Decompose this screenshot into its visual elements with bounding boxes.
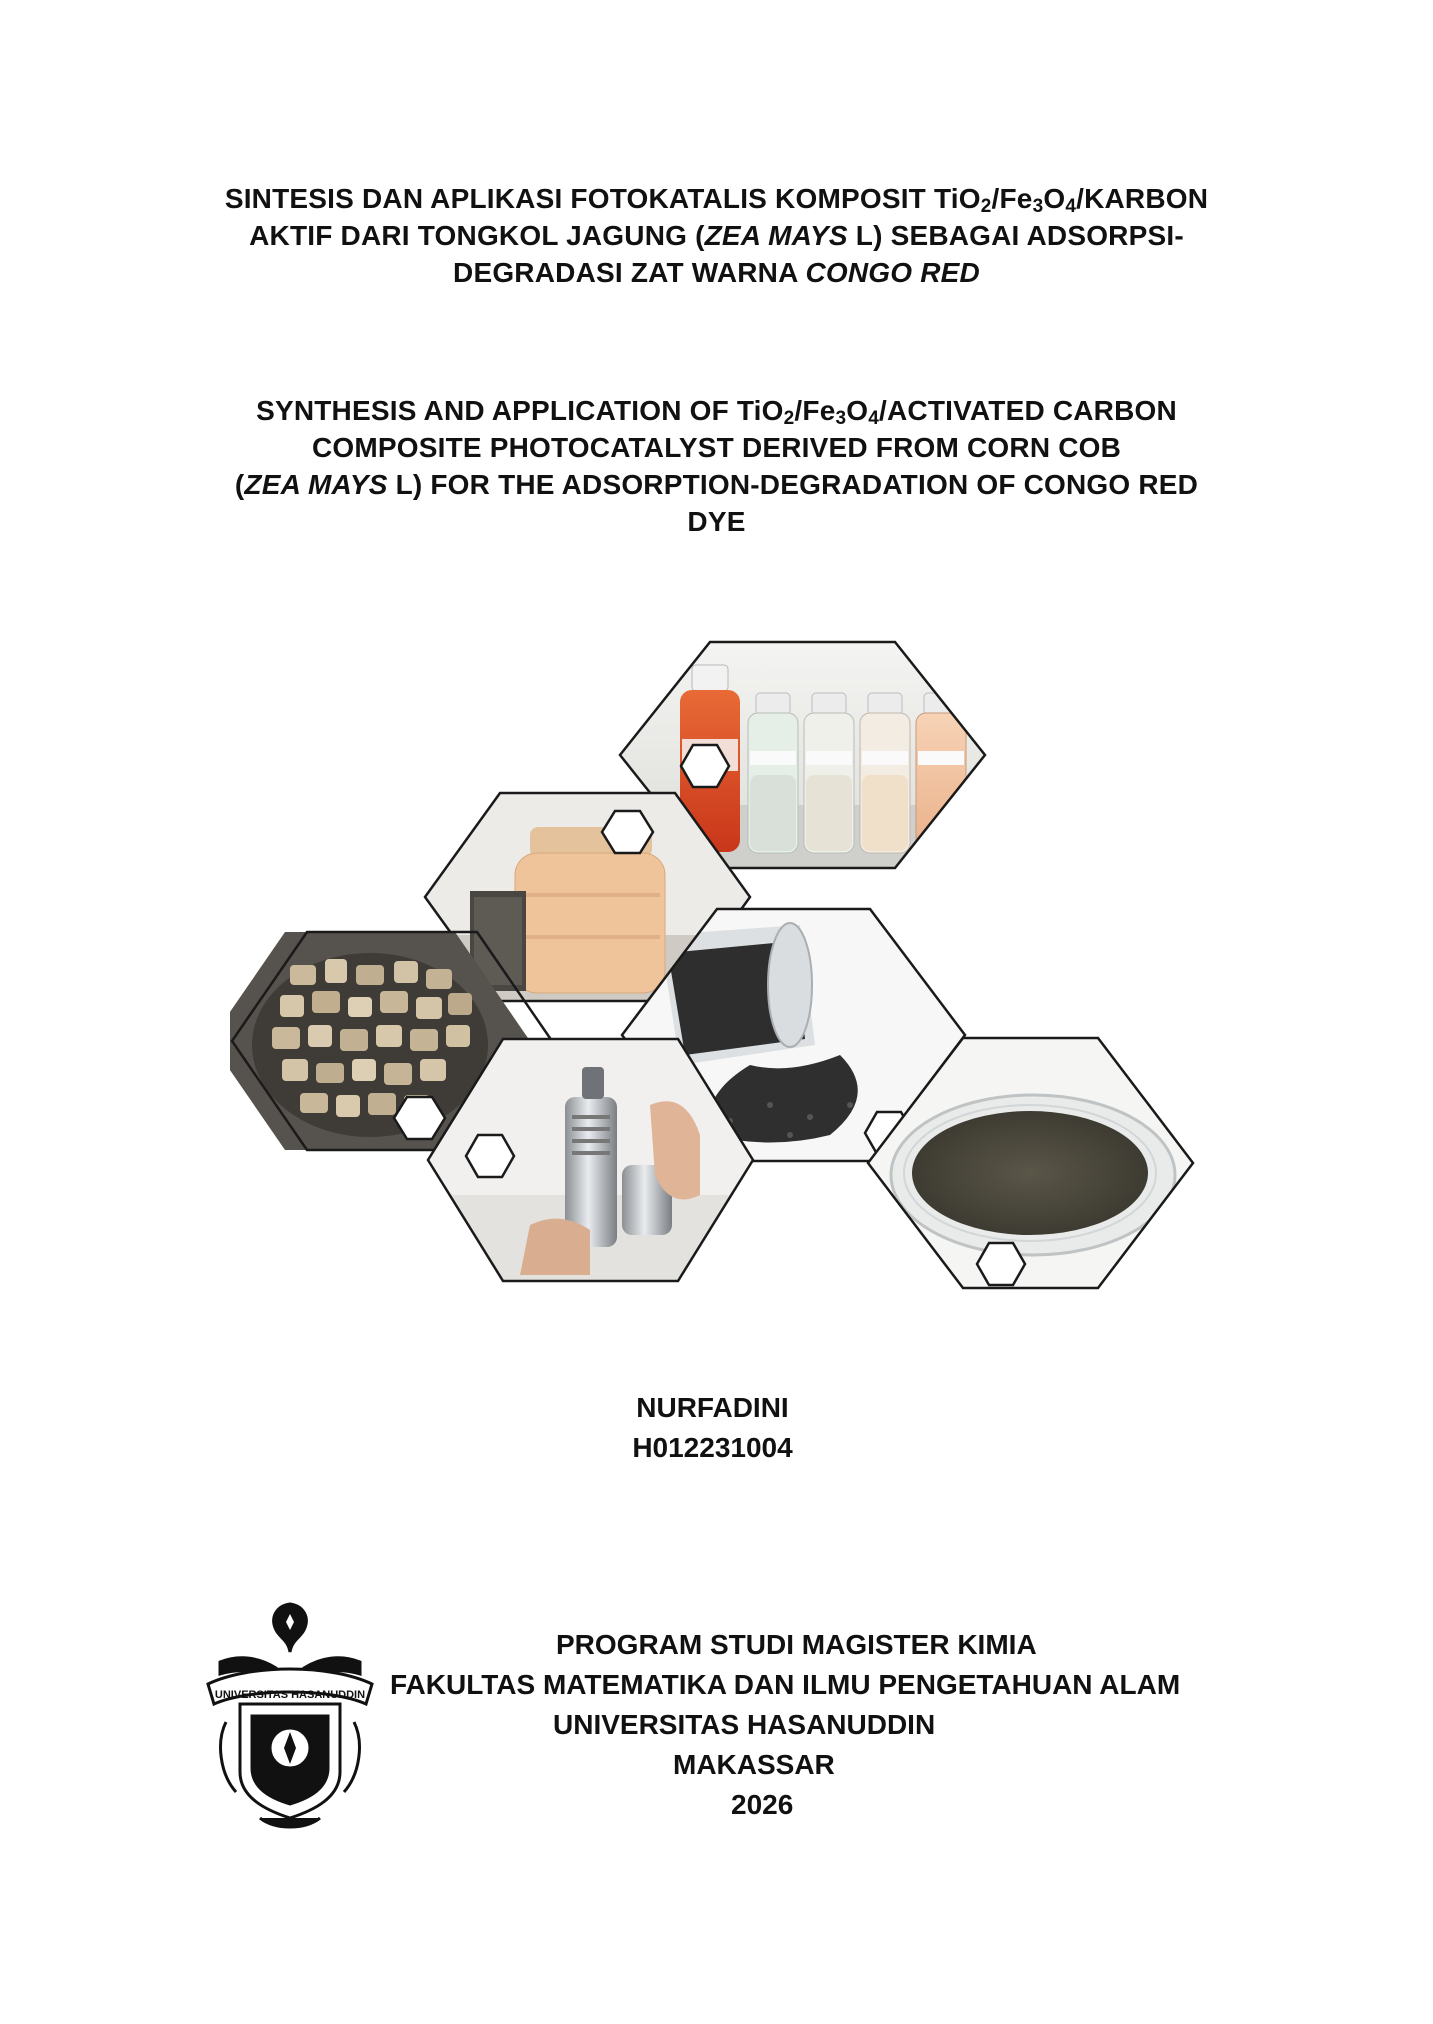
university-name: UNIVERSITAS HASANUDDIN xyxy=(553,1709,936,1740)
title-id-line-3: DEGRADASI ZAT WARNA CONGO RED xyxy=(453,257,980,288)
title-en-line-4: DYE xyxy=(687,506,746,537)
hex-marker-corn xyxy=(394,1097,445,1139)
publication-year: 2026 xyxy=(731,1789,794,1820)
title-en-line-1: SYNTHESIS AND APPLICATION OF $TiO_2/Fe_3O_4$/ACTIVATED CARBON xyxy=(256,395,1177,429)
title-en-line-3: (ZEA MAYS L) FOR THE ADSORPTION-DEGRADATION OF CONGO RED xyxy=(234,469,1199,500)
title-id-line-1: SINTESIS DAN APLIKASI FOTOKATALIS KOMPOSIT $TiO_2/Fe_3O_4$/KARBON xyxy=(224,183,1209,217)
author-block xyxy=(0,1388,1429,1468)
hex-marker-powder xyxy=(977,1243,1025,1285)
author-name: NURFADINI xyxy=(636,1392,789,1423)
city-name: MAKASSAR xyxy=(673,1749,835,1780)
program-name: PROGRAM STUDI MAGISTER KIMIA xyxy=(556,1629,1037,1660)
university-emblem xyxy=(190,1592,390,1832)
hex-marker-bottle xyxy=(602,811,653,853)
hexagon-photo-collage xyxy=(230,635,1210,1315)
hex-marker-autoclave xyxy=(466,1135,514,1177)
title-en-line-2: COMPOSITE PHOTOCATALYST DERIVED FROM CORN COB xyxy=(311,432,1122,463)
title-id-line-2: AKTIF DARI TONGKOL JAGUNG (ZEA MAYS L) SEBAGAI ADSORPSI- xyxy=(249,220,1184,251)
author-student-id: H012231004 xyxy=(632,1432,793,1463)
hex-marker-vials xyxy=(681,745,729,787)
emblem-banner-text: UNIVERSITAS HASANUDDIN xyxy=(214,1689,366,1701)
title-indonesian xyxy=(0,180,1433,291)
faculty-name: FAKULTAS MATEMATIKA DAN ILMU PENGETAHUAN ALAM xyxy=(390,1669,1181,1700)
title-english xyxy=(0,392,1433,540)
